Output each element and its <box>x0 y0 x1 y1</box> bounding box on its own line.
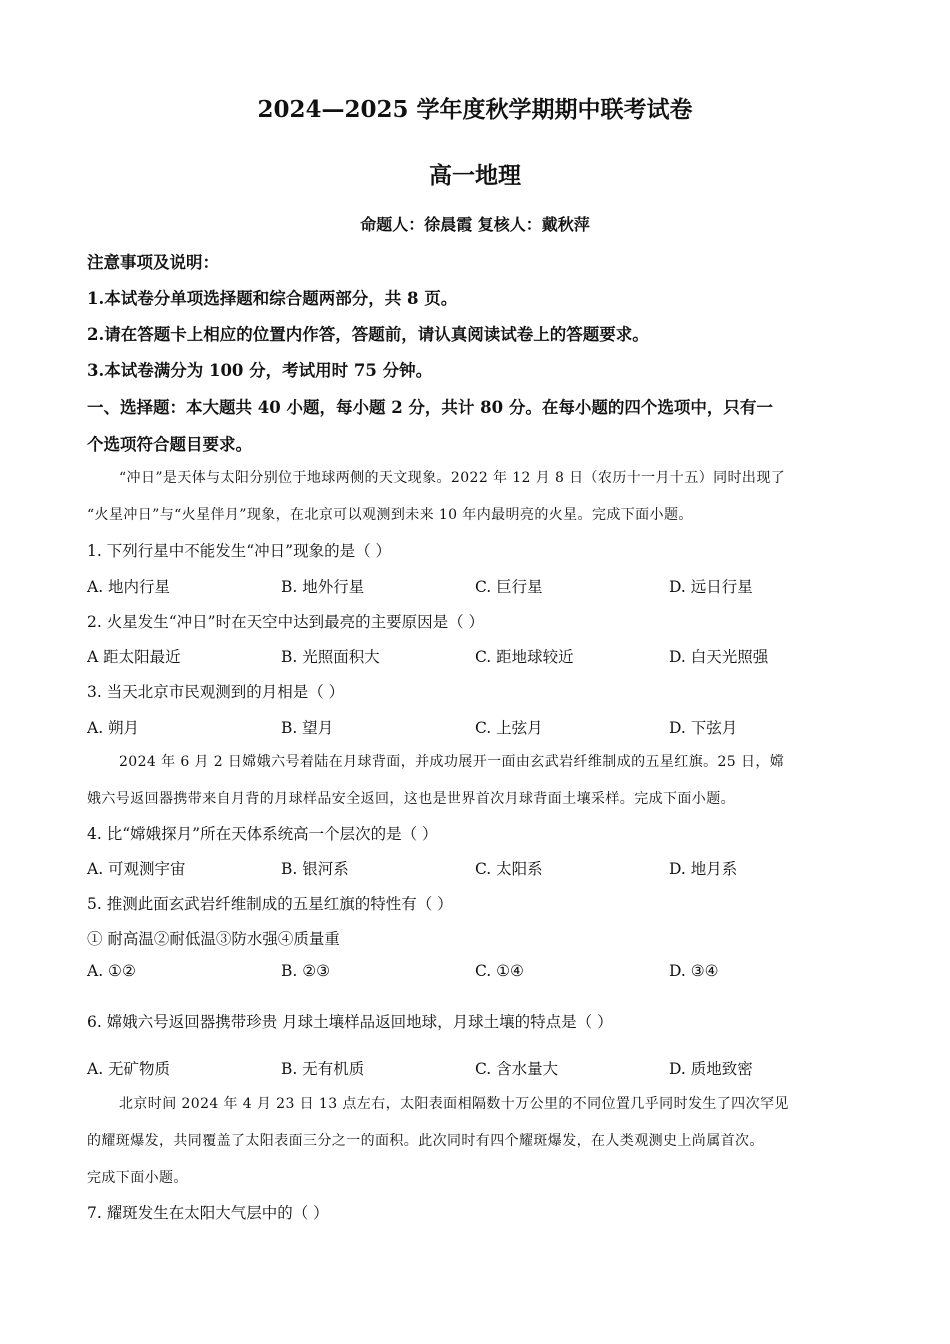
option-b: B. ②③ <box>281 962 331 980</box>
option-b: B. 银河系 <box>281 860 349 878</box>
option-c: C. ①④ <box>475 962 524 980</box>
passage-line: 北京时间 2024 年 4 月 23 日 13 点左右，太阳表面相隔数十万公里的不同位置几乎同时发生了四次罕见 <box>119 1096 789 1112</box>
option-d: D. 下弦月 <box>669 719 738 737</box>
notice-item: 2.请在答题卡上相应的位置内作答，答题前，请认真阅读试卷上的答题要求。 <box>87 325 649 344</box>
subject-title: 高一地理 <box>429 162 521 189</box>
notice-item: 1.本试卷分单项选择题和综合题两部分，共 8 页。 <box>87 289 458 308</box>
option-c: C. 含水量大 <box>475 1060 559 1078</box>
option-a: A. 朔月 <box>87 719 140 737</box>
question-stem: 5. 推测此面玄武岩纤维制成的五星红旗的特性有（ ） <box>87 895 453 913</box>
option-c: C. 巨行星 <box>475 578 543 596</box>
option-b: B. 无有机质 <box>281 1060 365 1078</box>
option-c: C. 上弦月 <box>475 719 543 737</box>
author-line: 命题人：徐晨霞 复核人：戴秋萍 <box>360 215 590 234</box>
option-a: A. 地内行星 <box>87 578 171 596</box>
passage-line: 娥六号返回器携带来自月背的月球样品安全返回，这也是世界首次月球背面土壤采样。完成下面小题。 <box>87 791 735 807</box>
option-d: D. 白天光照强 <box>669 648 769 666</box>
option-a: A. 无矿物质 <box>87 1060 171 1078</box>
notice-heading: 注意事项及说明： <box>87 253 219 272</box>
passage-line: 的耀斑爆发，共同覆盖了太阳表面三分之一的面积。此次同时有四个耀斑爆发，在人类观测史上尚属首次。 <box>87 1133 764 1149</box>
question-stem: 7. 耀斑发生在太阳大气层中的（ ） <box>87 1204 329 1222</box>
option-b: B. 光照面积大 <box>281 648 380 666</box>
option-d: D. 质地致密 <box>669 1060 753 1078</box>
question-stem: 6. 嫦娥六号返回器携带珍贵 月球土壤样品返回地球，月球土壤的特点是（ ） <box>87 1013 613 1031</box>
passage-line: 2024 年 6 月 2 日嫦娥六号着陆在月球背面，并成功展开一面由玄武岩纤维制成的五星红旗。25 日，嫦 <box>119 754 785 770</box>
section-heading: 一、选择题：本大题共 40 小题，每小题 2 分，共计 80 分。在每小题的四个选项中，只有一 <box>87 398 773 417</box>
passage-line: “冲日”是天体与太阳分别位于地球两侧的天文现象。2022 年 12 月 8 日（农历十一月十五）同时出现了 <box>119 470 786 486</box>
notice-item: 3.本试卷满分为 100 分，考试用时 75 分钟。 <box>87 361 433 380</box>
question-stem: 4. 比“嫦娥探月”所在天体系统高一个层次的是（ ） <box>87 825 438 843</box>
option-c: C. 太阳系 <box>475 860 543 878</box>
exam-title: 2024—2025 学年度秋学期期中联考试卷 <box>257 96 693 123</box>
question-stem: 1. 下列行星中不能发生“冲日”现象的是（ ） <box>87 542 391 560</box>
option-c: C. 距地球较近 <box>475 648 574 666</box>
passage-line: “火星冲日”与“火星伴月”现象，在北京可以观测到未来 10 年内最明亮的火星。完成下面小题。 <box>87 507 693 523</box>
option-a: A 距太阳最近 <box>87 648 181 666</box>
option-d: D. 远日行星 <box>669 578 753 596</box>
question-substatements: ① 耐高温②耐低温③防水强④质量重 <box>87 930 340 948</box>
question-stem: 3. 当天北京市民观测到的月相是（ ） <box>87 683 345 701</box>
option-d: D. 地月系 <box>669 860 738 878</box>
option-b: B. 望月 <box>281 719 334 737</box>
question-stem: 2. 火星发生“冲日”时在天空中达到最亮的主要原因是（ ） <box>87 613 484 631</box>
section-heading-cont: 个选项符合题目要求。 <box>87 435 252 454</box>
option-a: A. ①② <box>87 962 136 980</box>
option-a: A. 可观测宇宙 <box>87 860 186 878</box>
option-d: D. ③④ <box>669 962 719 980</box>
option-b: B. 地外行星 <box>281 578 365 596</box>
passage-line: 完成下面小题。 <box>87 1170 188 1186</box>
